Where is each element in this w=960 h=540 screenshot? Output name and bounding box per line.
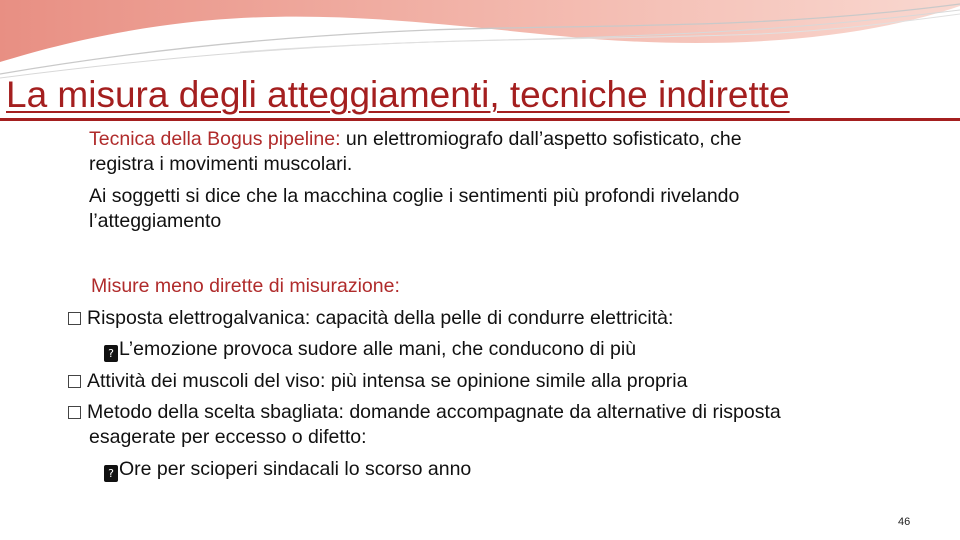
list-item-text: L’emozione provoca sudore alle mani, che conducono di più <box>119 338 637 360</box>
missing-glyph-icon: ? <box>104 465 118 482</box>
subheading: Misure meno dirette di misurazione: <box>91 275 400 297</box>
slide-title: La misura degli atteggiamenti, tecniche indirette <box>6 74 790 115</box>
intro-text-1: un elettromiografo dall’aspetto sofisticato, che <box>340 128 742 150</box>
list-item <box>68 307 673 330</box>
intro-line-1 <box>89 128 742 151</box>
missing-glyph-icon: ? <box>104 345 118 362</box>
intro-line-3: Ai soggetti si dice che la macchina coglie i sentimenti più profondi rivelando <box>89 185 740 207</box>
list-item-text: Attività dei muscoli del viso: più intensa se opinione simile alla propria <box>87 370 688 392</box>
list-item <box>68 401 781 424</box>
checkbox-bullet-icon <box>68 375 81 388</box>
list-item-sub <box>104 338 636 362</box>
title-underline-rule <box>0 118 960 121</box>
list-item-text: Metodo della scelta sbagliata: domande accompagnate da alternative di risposta <box>87 401 781 423</box>
checkbox-bullet-icon <box>68 312 81 325</box>
intro-line-2: registra i movimenti muscolari. <box>89 153 353 175</box>
list-item-sub <box>104 458 471 482</box>
list-item <box>68 370 687 393</box>
list-item-text: Ore per scioperi sindacali lo scorso anno <box>119 458 472 480</box>
checkbox-bullet-icon <box>68 406 81 419</box>
list-item-continuation: esagerate per eccesso o difetto: <box>89 426 367 448</box>
intro-label: Tecnica della Bogus pipeline: <box>89 128 341 150</box>
page-number: 46 <box>898 516 911 528</box>
list-item-text: Risposta elettrogalvanica: capacità della pelle di condurre elettricità: <box>87 307 674 329</box>
intro-line-4: l’atteggiamento <box>89 210 222 232</box>
header-wave-decoration <box>0 0 960 80</box>
